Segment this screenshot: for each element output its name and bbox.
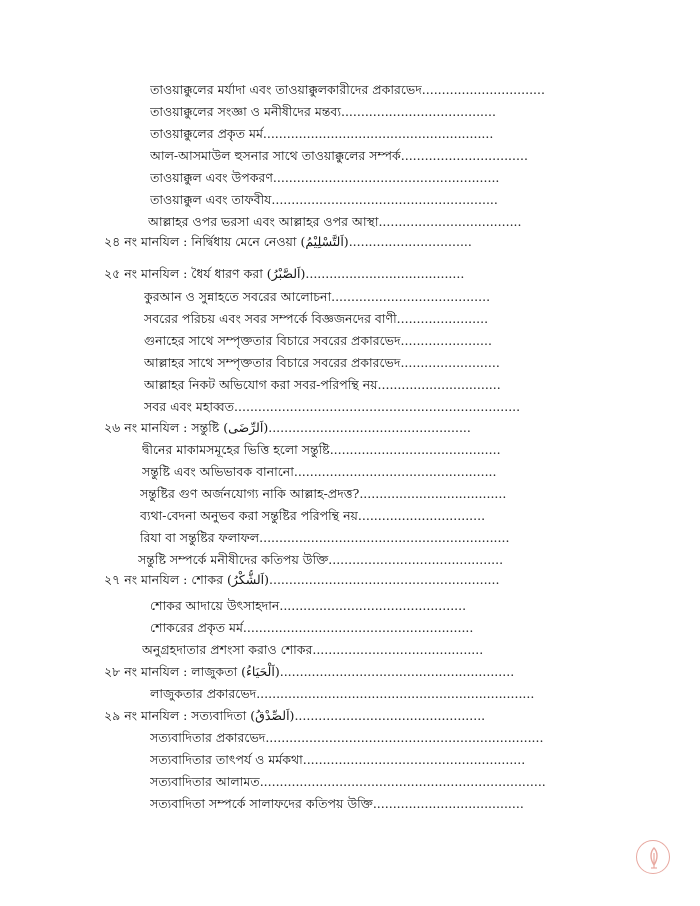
leader-dots: ............................................................... — [259, 530, 510, 545]
leader-dots: ......................................................... — [272, 170, 500, 185]
closing-paren: ) — [264, 572, 270, 587]
toc-chapter-entry — [104, 662, 514, 682]
arabic-term: اَلْحَيَاءُ — [246, 664, 275, 679]
leader-dots: ............................................ — [328, 552, 504, 567]
entry-title: তাওয়াক্কুল এবং তাফবীয — [150, 192, 272, 207]
arabic-term: اَلصِّدْقُ — [255, 708, 290, 723]
entry-title: শোকরের প্রকৃত মর্ম — [150, 620, 243, 635]
leader-dots: ................................ — [357, 508, 486, 523]
closing-paren: ) — [289, 708, 295, 723]
toc-sub-entry — [144, 397, 520, 417]
toc-sub-entry — [150, 102, 496, 122]
toc-sub-entry — [150, 124, 493, 144]
toc-sub-entry — [144, 353, 500, 373]
entry-title: সত্যবাদিতার প্রকারভেদ — [150, 730, 266, 745]
arabic-term: اَلتَّسْلِيْمُ — [305, 234, 344, 249]
toc-sub-entry — [144, 331, 492, 351]
leader-dots: ................................................... — [293, 464, 497, 479]
closing-paren: ) — [263, 420, 269, 435]
toc-sub-entry — [148, 212, 522, 232]
toc-sub-entry — [150, 684, 534, 704]
leader-dots: ................................................... — [268, 420, 471, 435]
entry-title: আল্লাহর সাথে সম্পৃক্ততার বিচারে সবরের প্রকারভেদ — [144, 355, 401, 370]
toc-sub-entry — [150, 596, 466, 616]
toc-sub-entry — [142, 640, 483, 660]
entry-title: সন্তুষ্টি এবং অভিভাবক বানানো — [142, 464, 294, 479]
entry-title: তাওয়াক্কুলের প্রকৃত মর্ম — [150, 126, 263, 141]
toc-sub-entry — [150, 750, 525, 770]
entry-title: দ্বীনের মাকামসমূহের ভিত্তি হলো সন্তুষ্টি — [142, 442, 330, 457]
entry-title: সত্যবাদিতা সম্পর্কে সালাফদের কতিপয় উক্তি — [150, 796, 373, 811]
toc-chapter-entry — [104, 264, 464, 284]
entry-title: আল্লাহর নিকট অভিযোগ করা সবর-পরিপন্থি নয় — [144, 377, 378, 392]
toc-sub-entry — [140, 528, 509, 548]
closing-paren: ) — [274, 664, 280, 679]
entry-title: ২৬ নং মানযিল : সন্তুষ্টি ( — [104, 420, 229, 435]
leader-dots: ........................................................... — [279, 664, 515, 679]
toc-sub-entry — [144, 375, 501, 395]
leader-dots: ......................................................... — [271, 192, 498, 207]
leader-dots: ........................................................................ — [234, 399, 521, 414]
entry-title: সত্যবাদিতার আলামত — [150, 774, 260, 789]
toc-sub-entry — [150, 794, 524, 814]
arabic-term: اَلشُّكْرُ — [231, 572, 265, 587]
toc-sub-entry — [150, 168, 499, 188]
entry-title: গুনাহের সাথে সম্পৃক্ততার বিচারে সবরের প্রকারভেদ — [144, 333, 401, 348]
toc-chapter-entry — [104, 418, 471, 438]
leader-dots: ............................................... — [279, 598, 467, 613]
arabic-term: اَلصَّبْرُ — [271, 266, 301, 281]
leader-dots: ...................................................................... — [265, 730, 544, 745]
entry-title: সবর এবং মহাব্বত — [144, 399, 235, 414]
leader-dots: ............................... — [348, 234, 472, 249]
entry-title: তাওয়াক্কুলের সংজ্ঞা ও মনীষীদের মন্তব্য — [150, 104, 341, 119]
toc-sub-entry — [150, 190, 498, 210]
leader-dots: .......................................................... — [242, 620, 474, 635]
leader-dots: .................................... — [378, 214, 522, 229]
entry-title: কুরআন ও সুন্নাহতে সবরের আলোচনা — [144, 289, 332, 304]
closing-paren: ) — [300, 266, 306, 281]
entry-title: লাজুকতার প্রকারভেদ — [150, 686, 257, 701]
toc-sub-entry — [150, 772, 546, 792]
toc-chapter-entry — [104, 706, 485, 726]
toc-sub-entry — [150, 80, 545, 100]
entry-title: সবরের পরিচয় এবং সবর সম্পর্কে বিজ্ঞজনদের বাণী — [144, 311, 397, 326]
leader-dots: ......................... — [400, 355, 500, 370]
entry-title: সন্তুষ্টি সম্পর্কে মনীষীদের কতিপয় উক্তি — [138, 552, 329, 567]
toc-sub-entry — [150, 146, 528, 166]
entry-title: অনুগ্রহদাতার প্রশংসা করাও শোকর — [142, 642, 313, 657]
entry-title: আল-আসমাউল হুসনার সাথে তাওয়াক্কুলের সম্পর্ক — [150, 148, 401, 163]
toc-chapter-entry — [104, 570, 499, 590]
arabic-term: اَلرِّضَى — [228, 420, 264, 435]
entry-title: তাওয়াক্কুলের মর্যাদা এবং তাওয়াক্কুলকারীদের প্রকারভেদ — [150, 82, 422, 97]
entry-title: ২৭ নং মানযিল : শোকর ( — [104, 572, 232, 587]
leader-dots: .......................................................... — [269, 572, 500, 587]
entry-title: রিযা বা সন্তুষ্টির ফলাফল — [140, 530, 260, 545]
toc-chapter-entry — [104, 232, 472, 252]
toc-sub-entry — [138, 550, 503, 570]
leader-dots: ........................................ — [331, 289, 491, 304]
leader-dots: ........................................... — [312, 642, 484, 657]
leader-dots: ........................................................ — [302, 752, 526, 767]
leader-dots: ............................... — [421, 82, 545, 97]
leader-dots: .......................................................... — [262, 126, 494, 141]
toc-sub-entry — [150, 728, 543, 748]
publisher-logo — [636, 840, 670, 874]
entry-title: আল্লাহর ওপর ভরসা এবং আল্লাহর ওপর আস্থা — [148, 214, 379, 229]
leader-dots: ................................ — [400, 148, 528, 163]
toc-sub-entry — [140, 484, 506, 504]
leader-dots: ...................................... — [372, 796, 524, 811]
entry-title: সত্যবাদিতার তাৎপর্য ও মর্মকথা — [150, 752, 303, 767]
entry-title: সন্তুষ্টির গুণ অর্জনযোগ্য নাকি আল্লাহ-প্রদত্ত? — [140, 486, 360, 501]
leader-dots: ........................................... — [329, 442, 501, 457]
quill-seal-icon — [637, 841, 671, 875]
entry-title: ২৪ নং মানযিল : নির্দ্বিধায় মেনে নেওয়া ( — [104, 234, 306, 249]
entry-title: ২৫ নং মানযিল : ধৈর্য ধারণ করা ( — [104, 266, 272, 281]
entry-title: ২৯ নং মানযিল : সত্যবাদিতা ( — [104, 708, 256, 723]
leader-dots: ....................... — [396, 311, 489, 326]
closing-paren: ) — [343, 234, 349, 249]
entry-title: তাওয়াক্কুল এবং উপকরণ — [150, 170, 273, 185]
toc-sub-entry — [142, 462, 497, 482]
leader-dots: ........................................................................ — [259, 774, 546, 789]
entry-title: ব্যথা-বেদনা অনুভব করা সন্তুষ্টির পরিপন্থি নয় — [140, 508, 358, 523]
leader-dots: ..................................... — [359, 486, 507, 501]
toc-sub-entry — [140, 506, 485, 526]
leader-dots: ................................................ — [294, 708, 486, 723]
leader-dots: ........................................ — [305, 266, 465, 281]
leader-dots: ...................................................................... — [256, 686, 535, 701]
toc-sub-entry — [144, 309, 488, 329]
leader-dots: ............................... — [377, 377, 501, 392]
entry-title: শোকর আদায়ে উৎসাহদান — [150, 598, 280, 613]
leader-dots: ....................................... — [340, 104, 496, 119]
toc-sub-entry — [142, 440, 501, 460]
leader-dots: ....................... — [400, 333, 492, 348]
toc-sub-entry — [150, 618, 473, 638]
entry-title: ২৮ নং মানযিল : লাজুকতা ( — [104, 664, 247, 679]
toc-sub-entry — [144, 287, 490, 307]
